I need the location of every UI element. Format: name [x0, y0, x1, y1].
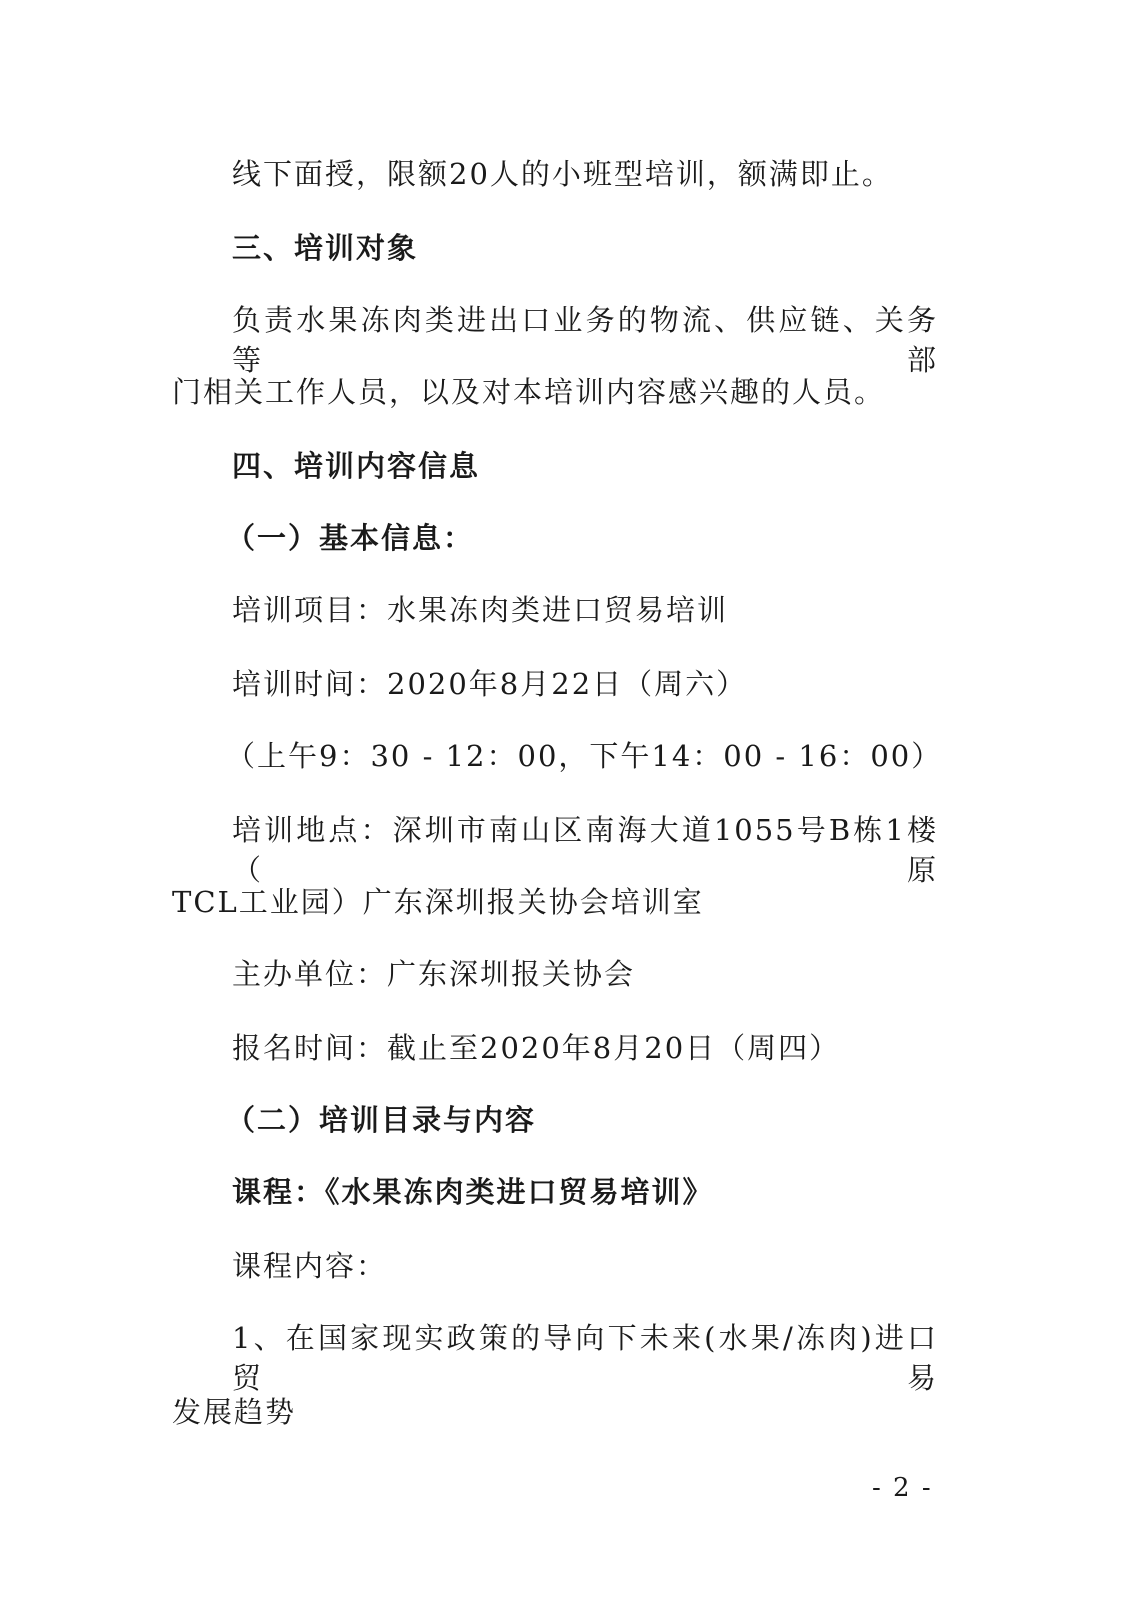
section-heading-3: 三、培训对象 — [232, 231, 419, 265]
paragraph-line: 门相关工作人员，以及对本培训内容感兴趣的人员。 — [172, 375, 886, 409]
course-item-1-continued: 发展趋势 — [172, 1395, 297, 1429]
training-time-line: 培训时间：2020年8月22日（周六） — [232, 667, 748, 701]
training-hours-line: （上午9：30 - 12：00，下午14：00 - 16：00） — [226, 739, 943, 773]
paragraph-line: 负责水果冻肉类进出口业务的物流、供应链、关务等部 — [232, 303, 938, 377]
training-project-line: 培训项目：水果冻肉类进口贸易培训 — [232, 593, 729, 627]
course-title-line: 课程：《水果冻肉类进口贸易培训》 — [232, 1175, 714, 1209]
course-content-label: 课程内容： — [232, 1249, 388, 1283]
page-number: - 2 - — [872, 1473, 933, 1503]
subsection-heading-2: （二）培训目录与内容 — [226, 1103, 537, 1137]
training-location-line-continued: TCL工业园）广东深圳报关协会培训室 — [172, 885, 704, 919]
course-item-1: 1、在国家现实政策的导向下未来(水果/冻肉)进口贸易 — [232, 1321, 938, 1395]
subsection-heading-1: （一）基本信息： — [226, 521, 475, 555]
registration-deadline-line: 报名时间：截止至2020年8月20日（周四） — [232, 1031, 841, 1065]
paragraph-line: 线下面授，限额20人的小班型培训，额满即止。 — [232, 157, 893, 191]
training-location-line: 培训地点：深圳市南山区南海大道1055号B栋1楼（原 — [232, 813, 938, 887]
section-heading-4: 四、培训内容信息 — [232, 449, 481, 483]
organizer-line: 主办单位：广东深圳报关协会 — [232, 957, 636, 991]
